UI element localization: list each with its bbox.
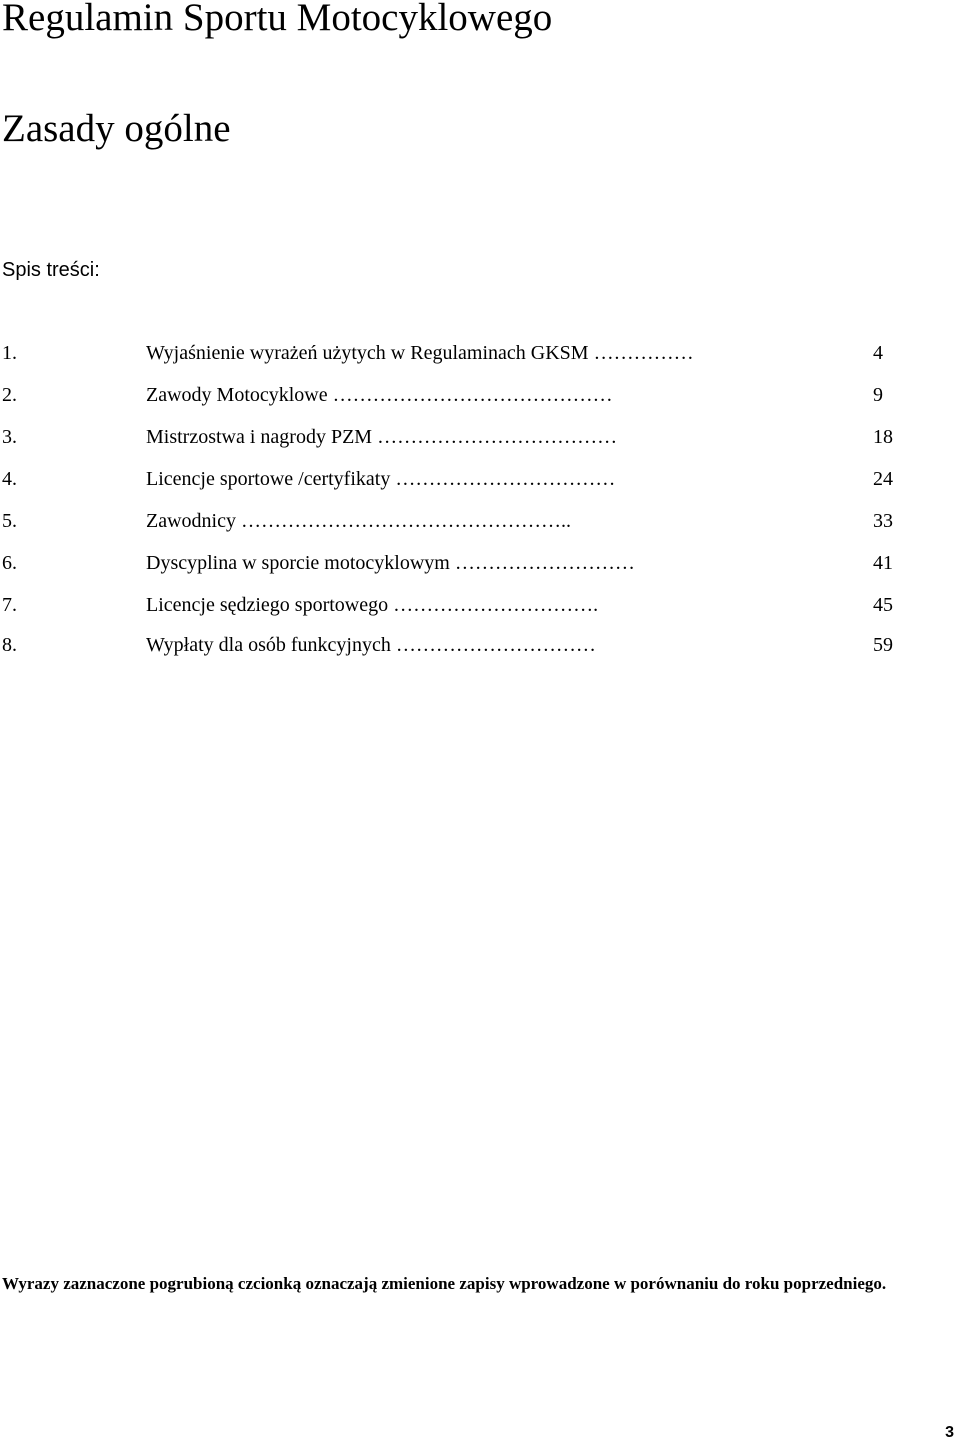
toc-entry-label (146, 506, 571, 536)
toc-entry-number: 8. (2, 634, 17, 656)
toc-entry-page: 33 (873, 510, 893, 532)
toc-entry-title: Licencje sędziego sportowego (146, 594, 389, 616)
toc-entry-page: 59 (873, 634, 893, 656)
toc-entry[interactable] (0, 422, 960, 452)
changes-footnote: Wyrazy zaznaczone pogrubioną czcionką oznaczają zmienione zapisy wprowadzone w porównaniu do roku poprzedniego. (2, 1274, 887, 1293)
toc-entry-leader: ……………………… (454, 552, 635, 574)
toc-entry[interactable] (0, 590, 960, 620)
page-number: 3 (945, 1424, 954, 1441)
toc-entry-number: 5. (2, 510, 17, 532)
toc-entry-title: Licencje sportowe /certyfikaty (146, 468, 391, 490)
toc-entry-label (146, 630, 596, 660)
toc-entry-leader: ………………………………………….. (240, 510, 571, 532)
toc-entry-number: 4. (2, 468, 17, 490)
toc-entry[interactable] (0, 630, 960, 660)
toc-entry-label (146, 590, 598, 620)
toc-entry-leader: ………………………… (395, 634, 596, 656)
toc-entry-title: Dyscyplina w sporcie motocyklowym (146, 552, 450, 574)
toc-entry-number: 1. (2, 342, 17, 364)
toc-entry-leader: …………………………. (393, 594, 599, 616)
toc-entry[interactable] (0, 464, 960, 494)
toc-entry-title: Wyjaśnienie wyrażeń użytych w Regulaminach GKSM (146, 342, 589, 364)
toc-entry-label (146, 548, 635, 578)
toc-entry[interactable] (0, 506, 960, 536)
toc-entry-page: 41 (873, 552, 893, 574)
toc-entry-leader: ……………………………… (377, 426, 618, 448)
toc-entry-label (146, 338, 694, 368)
toc-entry-title: Zawodnicy (146, 510, 236, 532)
toc-entry-page: 9 (873, 384, 883, 406)
toc-entry-page: 18 (873, 426, 893, 448)
document-subtitle: Zasady ogólne (2, 107, 231, 150)
toc-heading: Spis treści: (2, 259, 100, 281)
toc-entry[interactable] (0, 338, 960, 368)
toc-entry-page: 4 (873, 342, 883, 364)
toc-entry-page: 24 (873, 468, 893, 490)
toc-entry-number: 2. (2, 384, 17, 406)
toc-entry[interactable] (0, 380, 960, 410)
toc-entry-leader: …………………………… (395, 468, 616, 490)
toc-entry-title: Zawody Motocyklowe (146, 384, 328, 406)
toc-entry-title: Wypłaty dla osób funkcyjnych (146, 634, 391, 656)
toc-entry-number: 7. (2, 594, 17, 616)
toc-entry-leader: …………………………………… (332, 384, 613, 406)
toc-entry-label (146, 380, 613, 410)
toc-entry[interactable] (0, 548, 960, 578)
toc-entry-label (146, 464, 615, 494)
toc-entry-leader: …………… (593, 342, 694, 364)
toc-entry-number: 3. (2, 426, 17, 448)
document-title: Regulamin Sportu Motocyklowego (2, 0, 553, 39)
toc-entry-page: 45 (873, 594, 893, 616)
toc-entry-title: Mistrzostwa i nagrody PZM (146, 426, 373, 448)
toc-entry-label (146, 422, 617, 452)
toc-entry-number: 6. (2, 552, 17, 574)
